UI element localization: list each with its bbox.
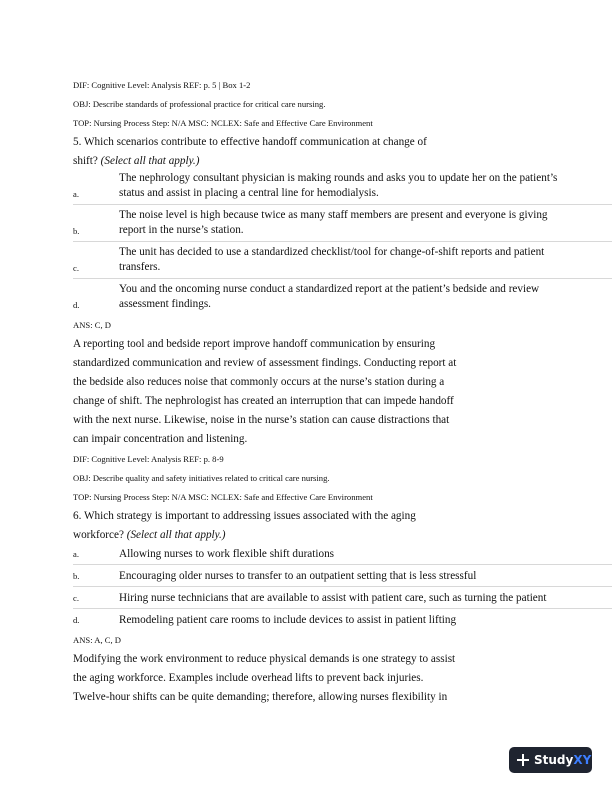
option-row: [73, 168, 612, 205]
option-letter: a.: [73, 549, 79, 559]
select-all-note: (Select all that apply.): [126, 529, 226, 541]
question-6-stem: 6. Which strategy is important to addressing issues associated with the aging: [73, 510, 416, 522]
option-text: The nephrology consultant physician is making rounds and asks you to update her on the patient’s: [119, 172, 558, 184]
option-text: assessment findings.: [119, 298, 211, 310]
difficulty-line: DIF: Cognitive Level: Analysis REF: p. 5 | Box 1-2: [73, 80, 251, 90]
option-row: [73, 565, 612, 587]
rationale-line: A reporting tool and bedside report improve handoff communication by ensuring: [73, 338, 436, 350]
question-5-stem-cont: shift? (Select all that apply.): [73, 155, 200, 167]
topic-line: TOP: Nursing Process Step: N/A MSC: NCLEX: Safe and Effective Care Environment: [73, 118, 373, 128]
option-text: Allowing nurses to work flexible shift durations: [119, 548, 335, 560]
option-text: report in the nurse’s station.: [119, 224, 244, 236]
option-letter: c.: [73, 263, 79, 273]
rationale-line: can impair concentration and listening.: [73, 433, 248, 445]
difficulty-line: DIF: Cognitive Level: Analysis REF: p. 8-9: [73, 454, 224, 464]
answer-line: ANS: A, C, D: [73, 635, 121, 645]
rationale-line: change of shift. The nephrologist has created an interruption that can impede handoff: [73, 395, 454, 407]
option-letter: c.: [73, 593, 79, 603]
rationale-line: with the next nurse. Likewise, noise in the nurse’s station can cause distractions that: [73, 414, 450, 426]
plus-icon: [517, 754, 529, 766]
rationale-line: Twelve-hour shifts can be quite demanding; therefore, allowing nurses flexibility in: [73, 691, 448, 703]
question-5-stem: 5. Which scenarios contribute to effective handoff communication at change of: [73, 136, 427, 148]
objective-line: OBJ: Describe quality and safety initiatives related to critical care nursing.: [73, 473, 330, 483]
option-text: transfers.: [119, 261, 161, 273]
option-row: [73, 543, 612, 565]
option-row: [73, 205, 612, 242]
logo-text-study: Study: [534, 753, 574, 767]
question-6-stem-cont: workforce? (Select all that apply.): [73, 529, 226, 541]
option-letter: d.: [73, 615, 80, 625]
option-row: [73, 242, 612, 279]
option-text: The unit has decided to use a standardized checklist/tool for change-of-shift reports and patient: [119, 246, 545, 258]
select-all-note: (Select all that apply.): [100, 155, 200, 167]
option-letter: b.: [73, 226, 80, 236]
studyxy-logo[interactable]: [509, 747, 592, 773]
option-text: Encouraging older nurses to transfer to an outpatient setting that is less stressful: [119, 570, 477, 582]
option-letter: d.: [73, 300, 80, 310]
option-text: The noise level is high because twice as many staff members are present and everyone is giving: [119, 209, 548, 221]
option-letter: b.: [73, 571, 80, 581]
rationale-line: the aging workforce. Examples include overhead lifts to prevent back injuries.: [73, 672, 424, 684]
option-text: Remodeling patient care rooms to include devices to assist in patient lifting: [119, 614, 457, 626]
option-row: [73, 587, 612, 609]
option-text: You and the oncoming nurse conduct a standardized report at the patient’s bedside and review: [119, 283, 540, 295]
option-letter: a.: [73, 189, 79, 199]
option-text: status and assist in placing a central line for hemodialysis.: [119, 187, 379, 199]
option-text: Hiring nurse technicians that are available to assist with patient care, such as turning the patient: [119, 592, 547, 604]
option-row: [73, 279, 612, 315]
topic-line: TOP: Nursing Process Step: N/A MSC: NCLEX: Safe and Effective Care Environment: [73, 492, 373, 502]
option-row: [73, 609, 612, 630]
rationale-line: the bedside also reduces noise that commonly occurs at the nurse’s station during a: [73, 376, 445, 388]
rationale-line: Modifying the work environment to reduce physical demands is one strategy to assist: [73, 653, 456, 665]
rationale-line: standardized communication and review of assessment findings. Conducting report at: [73, 357, 457, 369]
logo-text-xy: XY: [573, 753, 592, 767]
answer-line: ANS: C, D: [73, 320, 111, 330]
objective-line: OBJ: Describe standards of professional practice for critical care nursing.: [73, 99, 326, 109]
